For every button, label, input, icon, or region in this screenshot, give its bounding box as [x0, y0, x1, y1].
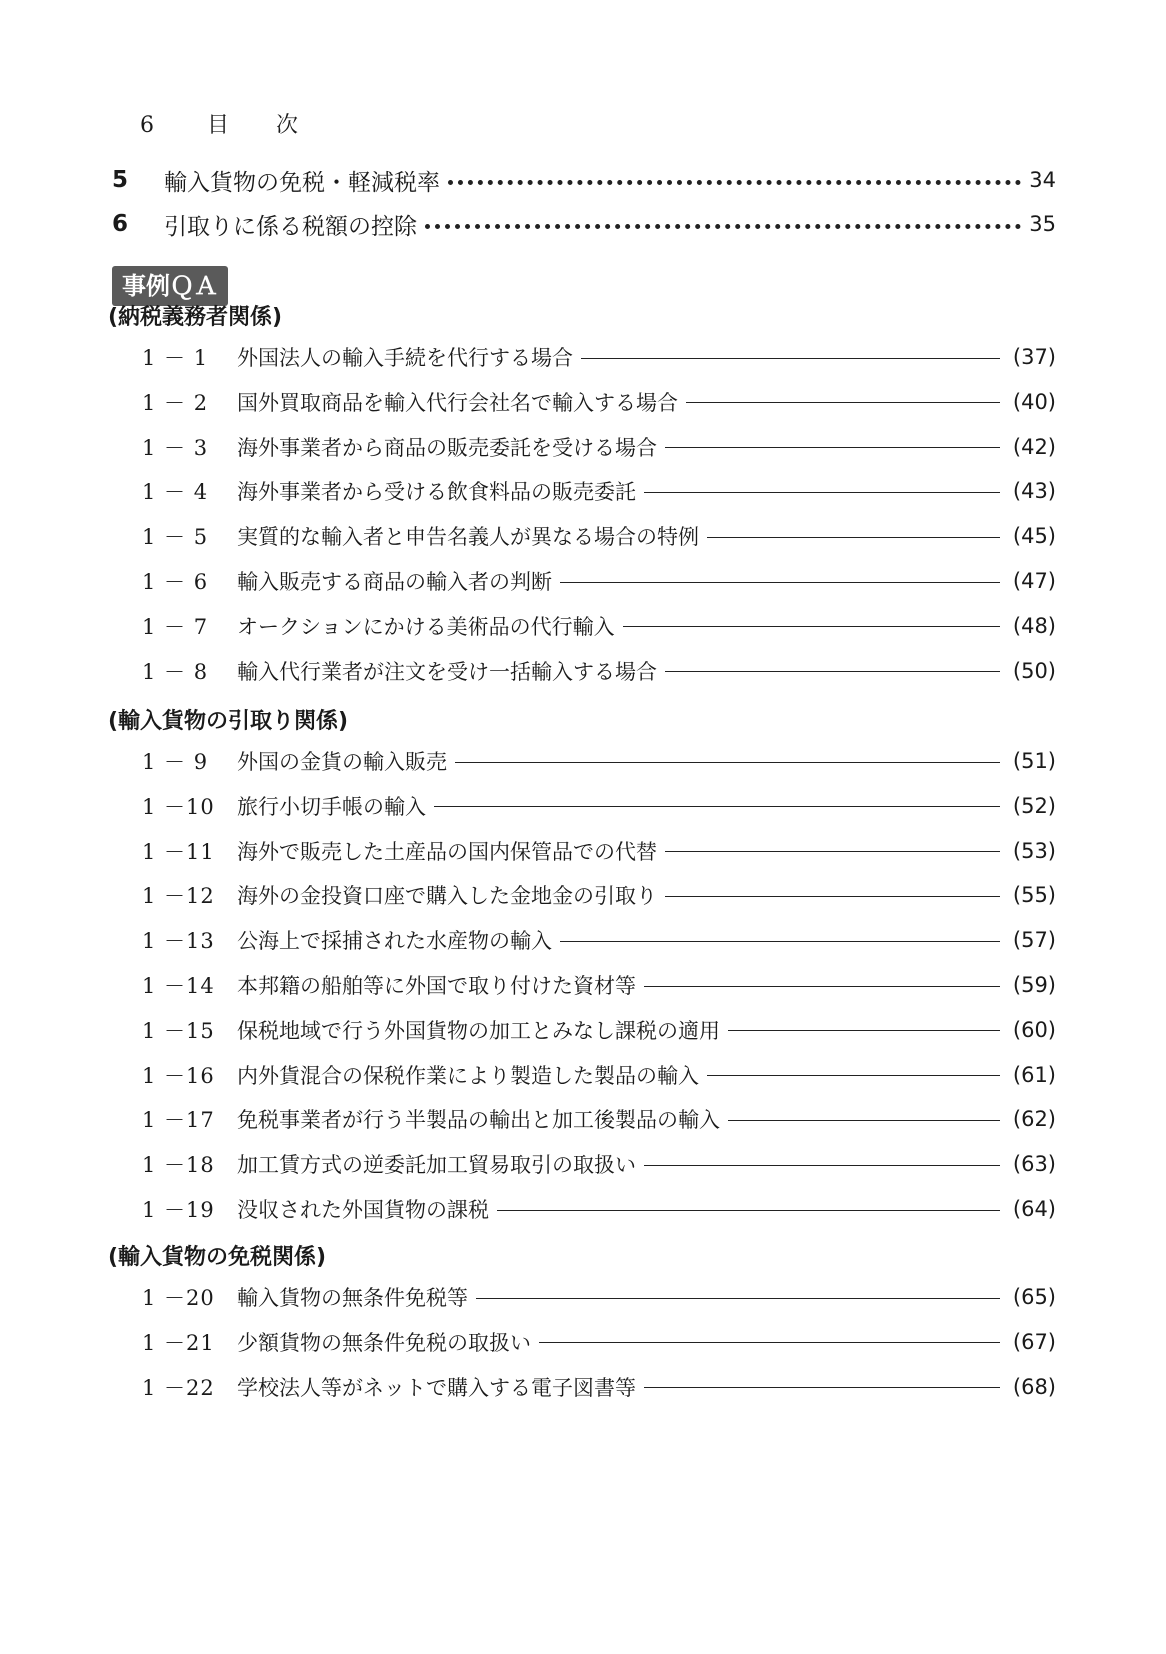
qa-number: 1 －16 — [142, 1063, 215, 1088]
qa-row[interactable] — [142, 654, 1056, 688]
line-leader — [665, 447, 1000, 448]
qa-page: (47) — [1012, 569, 1056, 593]
qa-number: 1 －17 — [142, 1108, 215, 1133]
qa-row[interactable] — [142, 340, 1056, 374]
line-leader — [665, 671, 1000, 672]
qa-page: (50) — [1012, 658, 1056, 683]
line-leader — [560, 582, 1000, 583]
qa-number: 1 －22 — [142, 1375, 215, 1400]
qa-number: 1 － 5 — [142, 525, 209, 550]
qa-number: 1 － 1 — [142, 346, 209, 370]
qa-row[interactable] — [142, 564, 1056, 598]
line-leader — [665, 851, 1000, 852]
qa-number: 1 －20 — [142, 1286, 215, 1310]
line-leader — [539, 1342, 1000, 1343]
qa-title: 海外事業者から商品の販売委託を受ける場合 — [237, 435, 657, 460]
line-leader — [707, 1075, 1000, 1076]
line-leader — [476, 1298, 1000, 1299]
qa-row[interactable] — [142, 834, 1056, 868]
qa-page: (63) — [1012, 1152, 1056, 1177]
qa-row[interactable] — [142, 744, 1056, 778]
qa-number: 1 －15 — [142, 1018, 215, 1043]
qa-title: 免税事業者が行う半製品の輸出と加工後製品の輸入 — [237, 1108, 720, 1133]
running-header — [140, 108, 338, 139]
qa-page: (51) — [1012, 749, 1056, 773]
qa-page: (65) — [1012, 1285, 1056, 1309]
header-label-ji: 次 — [276, 113, 299, 138]
qa-row[interactable] — [142, 968, 1056, 1002]
qa-page: (61) — [1012, 1062, 1056, 1087]
line-leader — [665, 896, 1000, 897]
qa-title: 海外の金投資口座で購入した金地金の引取り — [237, 884, 657, 909]
qa-number: 1 － 6 — [142, 570, 209, 594]
qa-page: (40) — [1012, 389, 1056, 414]
page-number: 6 — [140, 113, 154, 138]
line-leader — [623, 626, 1000, 627]
entry-number: 6 — [112, 211, 129, 237]
qa-title: 海外事業者から受ける飲食料品の販売委託 — [237, 480, 636, 505]
qa-page: (57) — [1012, 928, 1056, 953]
line-leader — [560, 941, 1000, 942]
qa-row[interactable] — [142, 1325, 1056, 1359]
qa-number: 1 － 8 — [142, 659, 209, 684]
qa-page: (62) — [1012, 1107, 1056, 1132]
entry-page: 34 — [1029, 168, 1056, 192]
qa-page: (42) — [1012, 434, 1056, 459]
qa-title: 実質的な輸入者と申告名義人が異なる場合の特例 — [237, 525, 699, 550]
entry-number: 5 — [112, 167, 129, 193]
qa-number: 1 －13 — [142, 929, 215, 954]
dot-leader — [425, 224, 1021, 229]
qa-number: 1 －11 — [142, 839, 215, 864]
line-leader — [497, 1210, 1000, 1211]
qa-row[interactable] — [142, 1013, 1056, 1047]
qa-title: 輸入貨物の無条件免税等 — [237, 1286, 468, 1310]
group-heading: (輸入貨物の引取り関係) — [108, 709, 349, 734]
qa-row[interactable] — [142, 1370, 1056, 1404]
qa-number: 1 －21 — [142, 1330, 215, 1355]
qa-row[interactable] — [142, 1280, 1056, 1314]
qa-number: 1 －12 — [142, 884, 215, 909]
qa-number: 1 － 9 — [142, 750, 209, 774]
line-leader — [434, 806, 1000, 807]
qa-number: 1 － 7 — [142, 614, 209, 639]
group-heading: (納税義務者関係) — [108, 305, 283, 330]
qa-title: 外国法人の輸入手続を代行する場合 — [237, 346, 573, 370]
qa-number: 1 －18 — [142, 1153, 215, 1178]
line-leader — [728, 1120, 1000, 1121]
line-leader — [644, 1387, 1000, 1388]
qa-row[interactable] — [142, 385, 1056, 419]
qa-page: (60) — [1012, 1017, 1056, 1042]
line-leader — [581, 358, 1000, 359]
toc-major-entry[interactable] — [112, 204, 1056, 244]
qa-row[interactable] — [142, 1192, 1056, 1226]
dot-leader — [448, 180, 1021, 185]
entry-title: 輸入貨物の免税・軽減税率 — [164, 169, 440, 196]
qa-page: (68) — [1012, 1374, 1056, 1399]
qa-page: (52) — [1012, 793, 1056, 818]
line-leader — [686, 402, 1000, 403]
qa-row[interactable] — [142, 1147, 1056, 1181]
qa-row[interactable] — [142, 609, 1056, 643]
qa-page: (48) — [1012, 613, 1056, 638]
qa-row[interactable] — [142, 923, 1056, 957]
section-badge: 事例ＱＡ — [112, 266, 228, 306]
qa-page: (59) — [1012, 973, 1056, 997]
qa-title: 加工賃方式の逆委託加工貿易取引の取扱い — [237, 1153, 636, 1178]
entry-page: 35 — [1029, 212, 1056, 236]
qa-number: 1 － 3 — [142, 435, 209, 460]
line-leader — [644, 1165, 1000, 1166]
qa-page: (67) — [1012, 1329, 1056, 1354]
qa-row[interactable] — [142, 1058, 1056, 1092]
qa-page: (45) — [1012, 524, 1056, 549]
line-leader — [728, 1030, 1000, 1031]
line-leader — [455, 762, 1000, 763]
qa-row[interactable] — [142, 519, 1056, 553]
qa-title: 輸入販売する商品の輸入者の判断 — [237, 570, 552, 594]
qa-title: 少額貨物の無条件免税の取扱い — [237, 1330, 531, 1355]
header-label-moku: 目 — [207, 113, 230, 138]
qa-title: 輸入代行業者が注文を受け一括輸入する場合 — [237, 659, 657, 684]
qa-title: 公海上で採捕された水産物の輸入 — [237, 929, 552, 954]
line-leader — [707, 537, 1000, 538]
qa-page: (37) — [1012, 345, 1056, 369]
qa-title: オークションにかける美術品の代行輸入 — [237, 614, 615, 639]
qa-row[interactable] — [142, 1102, 1056, 1136]
toc-major-entry[interactable] — [112, 160, 1056, 200]
qa-page: (55) — [1012, 883, 1056, 908]
qa-number: 1 － 4 — [142, 480, 209, 505]
qa-row[interactable] — [142, 474, 1056, 508]
qa-row[interactable] — [142, 878, 1056, 912]
qa-page: (64) — [1012, 1197, 1056, 1221]
qa-title: 外国の金貨の輸入販売 — [237, 750, 447, 774]
qa-title: 本邦籍の船舶等に外国で取り付けた資材等 — [237, 974, 636, 998]
qa-title: 国外買取商品を輸入代行会社名で輸入する場合 — [237, 390, 678, 415]
qa-row[interactable] — [142, 789, 1056, 823]
qa-title: 学校法人等がネットで購入する電子図書等 — [237, 1375, 636, 1400]
qa-number: 1 － 2 — [142, 390, 209, 415]
qa-title: 没収された外国貨物の課税 — [237, 1198, 489, 1222]
line-leader — [644, 986, 1000, 987]
qa-title: 旅行小切手帳の輸入 — [237, 794, 426, 819]
group-heading: (輸入貨物の免税関係) — [108, 1245, 327, 1270]
qa-page: (43) — [1012, 479, 1056, 504]
qa-title: 海外で販売した土産品の国内保管品での代替 — [237, 839, 657, 864]
qa-title: 内外貨混合の保税作業により製造した製品の輸入 — [237, 1063, 699, 1088]
qa-number: 1 －10 — [142, 794, 215, 819]
line-leader — [644, 492, 1000, 493]
qa-number: 1 －14 — [142, 974, 215, 998]
qa-page: (53) — [1012, 838, 1056, 863]
entry-title: 引取りに係る税額の控除 — [164, 213, 417, 240]
qa-number: 1 －19 — [142, 1198, 215, 1222]
qa-row[interactable] — [142, 430, 1056, 464]
qa-title: 保税地域で行う外国貨物の加工とみなし課税の適用 — [237, 1018, 720, 1043]
